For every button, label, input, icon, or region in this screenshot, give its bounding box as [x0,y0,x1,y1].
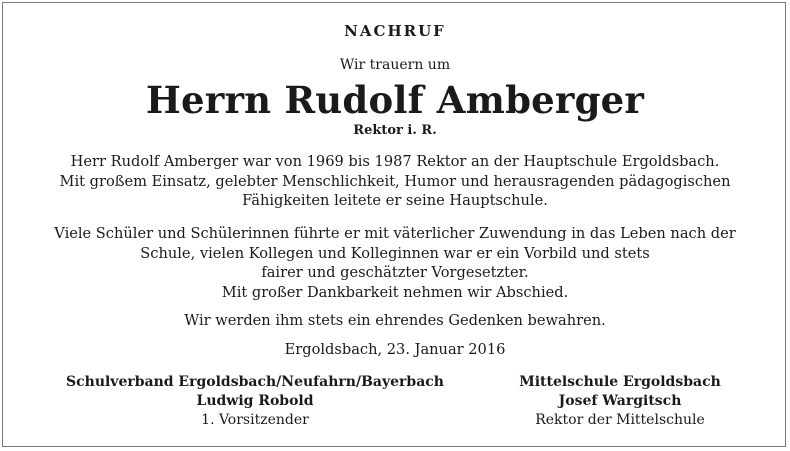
place-date: Ergoldsbach, 23. Januar 2016 [284,341,506,358]
signer-title: Rektor der Mittelschule [535,412,705,428]
deceased-role: Rektor i. R. [353,123,437,138]
text-line: Mit großer Dankbarkeit nehmen wir Abschied. [221,283,569,301]
text-line: Herr Rudolf Amberger war von 1969 bis 1987 Rektor an der Hauptschule Ergoldsbach. [70,153,720,170]
deceased-name: Herrn Rudolf Amberger [145,78,645,122]
signer-title: 1. Vorsitzender [201,412,309,428]
text-line: Viele Schüler und Schülerinnen führte er mit väterlicher Zuwendung in das Leben nach der [54,225,736,242]
text-line: Mit großem Einsatz, gelebter Menschlichkeit, Humor und herausragenden pädagogischen [59,172,731,190]
text-line: Fähigkeiten leitete er seine Hauptschule. [242,192,548,209]
paragraph-career [0,152,790,211]
signer-person: Josef Wargitsch [558,393,682,409]
text-line: Schule, vielen Kollegen und Kolleginnen war er ein Vorbild und stets [140,244,650,262]
intro-line: Wir trauern um [339,57,451,73]
signer-middle-school [470,373,770,430]
signer-organization: Schulverband Ergoldsbach/Neufahrn/Bayerbach [66,374,444,390]
signer-person: Ludwig Robold [196,393,314,409]
notice-heading: NACHRUF [344,22,446,40]
paragraph-tribute [0,224,790,302]
signer-organization: Mittelschule Ergoldsbach [519,374,721,390]
closing-line: Wir werden ihm stets ein ehrendes Gedenken bewahren. [184,312,606,329]
text-line: fairer und geschätzter Vorgesetzter. [261,264,529,281]
signer-school-association [40,373,470,430]
